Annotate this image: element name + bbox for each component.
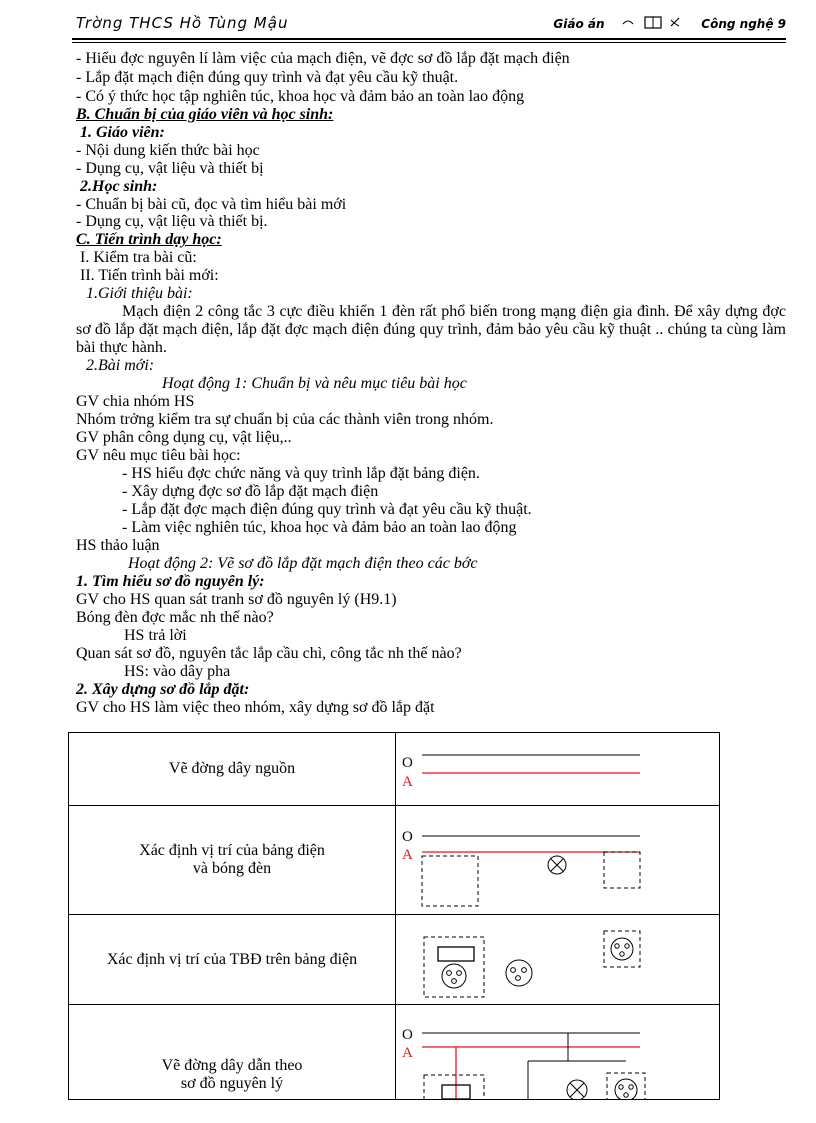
activity-1-title: Hoạt động 1: Chuẩn bị và nêu mục tiêu bài học — [162, 375, 467, 392]
school-name: Trờng THCS Hồ Tùng Mậu — [76, 14, 289, 32]
book-icon — [621, 16, 685, 30]
wire-label-a: A — [402, 774, 413, 790]
goal-2: - Xây dựng đợc sơ đồ lắp đặt mạch điện — [122, 483, 379, 500]
step-2-title: 2. Xây dựng sơ đồ lắp đặt: — [76, 681, 250, 698]
power-lines-diagram — [396, 733, 722, 806]
goal-3: - Lắp đặt đợc mạch điện đúng quy trình và đạt yêu cầu kỹ thuật. — [122, 501, 532, 518]
step-1-line-1: GV cho HS quan sát tranh sơ đồ nguyên lý (H9.1) — [76, 591, 397, 608]
steps-table — [68, 732, 720, 1100]
row-1-figure — [396, 733, 720, 806]
section-b-title: B. Chuẩn bị của giáo viên và học sinh: — [76, 106, 334, 123]
row-4-figure — [396, 1005, 720, 1100]
goal-4: - Làm việc nghiên túc, khoa học và đảm bảo an toàn lao động — [122, 519, 517, 536]
intro-title: 1.Giới thiệu bài: — [86, 285, 193, 302]
objective-1: - Hiểu đợc nguyên lí làm việc của mạch điện, vẽ đợc sơ đồ lắp đặt mạch điện — [76, 50, 570, 67]
subject-name: Công nghệ 9 — [701, 17, 786, 31]
row-1-label — [69, 733, 396, 806]
step-1-line-5: HS: vào dây pha — [124, 663, 231, 680]
student-item-1: - Chuẩn bị bài cũ, đọc và tìm hiểu bài mới — [76, 196, 347, 213]
row-3-figure — [396, 915, 720, 1005]
teacher-item-2: - Dụng cụ, vật liệu và thiết bị — [76, 160, 264, 177]
board-outline — [422, 856, 478, 906]
socket-icon — [442, 964, 466, 988]
section-c-title: C. Tiến trình dạy học: — [76, 231, 222, 248]
header-right — [553, 16, 786, 31]
table-row — [69, 1005, 720, 1100]
activity-1-line-4: GV nêu mục tiêu bài học: — [76, 447, 241, 464]
board-bulb-diagram — [396, 806, 722, 915]
step-1-line-3: HS trả lời — [124, 627, 187, 644]
row-4-text: Vẽ đờng dây dẫn theo sơ đồ nguyên lý — [161, 1057, 303, 1092]
wire-label-a: A — [402, 847, 413, 863]
row-2-text: Xác định vị trí của bảng điện và bóng đèn — [139, 842, 325, 877]
devices-diagram — [396, 915, 722, 1005]
lamp-box-outline — [604, 931, 640, 967]
wire-label-a: A — [402, 1045, 413, 1061]
wiring-diagram — [396, 1005, 722, 1100]
objective-2: - Lắp đặt mạch điện đúng quy trình và đạt yêu cầu kỹ thuật. — [76, 69, 459, 86]
switch-icon — [506, 960, 532, 986]
step-1-line-2: Bóng đèn đợc mắc nh thế nào? — [76, 609, 274, 626]
table-row — [69, 806, 720, 915]
activity-2-title: Hoạt động 2: Vẽ sơ đồ lắp đặt mạch điện theo các bớc — [128, 555, 478, 572]
row-1-text: Vẽ đờng dây nguồn — [168, 760, 296, 777]
switch-icon — [611, 938, 633, 960]
row-2-label — [69, 806, 396, 915]
doc-type: Giáo án — [553, 17, 605, 31]
teacher-item-1: - Nội dung kiến thức bài học — [76, 142, 260, 159]
header-rule — [72, 38, 786, 40]
check-old-lesson: I. Kiểm tra bài cũ: — [80, 249, 197, 266]
row-4-label — [69, 1005, 396, 1100]
table-row — [69, 733, 720, 806]
wire-label-o: O — [402, 829, 413, 845]
lamp-box-outline — [604, 852, 640, 888]
step-2-line: GV cho HS làm việc theo nhóm, xây dựng sơ đồ lắp đặt — [76, 699, 435, 716]
page-header — [72, 8, 786, 38]
teacher-title: 1. Giáo viên: — [80, 124, 165, 141]
header-rule-thin — [72, 42, 786, 43]
new-lesson-title: 2.Bài mới: — [86, 357, 155, 374]
step-1-title: 1. Tìm hiểu sơ đồ nguyên lý: — [76, 573, 265, 590]
objective-3: - Có ý thức học tập nghiên túc, khoa học và đảm bảo an toàn lao động — [76, 88, 525, 105]
goal-1: - HS hiểu đợc chức năng và quy trình lắp đặt bảng điện. — [122, 465, 480, 482]
student-title: 2.Học sinh: — [80, 178, 158, 195]
intro-text: Mạch điện 2 công tắc 3 cực điều khiển 1 đèn rất phổ biến trong mạng điện gia đình. Để xây dựng đợc sơ đồ lắp đặt mạch điện, lắp đặt đợc mạch điện đúng quy trình, đảm bảo yêu cầu kỹ thuật .. chúng ta cùng làm bài thực hành. — [76, 303, 786, 356]
board-outline — [424, 1075, 484, 1100]
activity-1-line-2: Nhóm trởng kiểm tra sự chuẩn bị của các thành viên trong nhóm. — [76, 411, 494, 428]
lamp-box-outline — [607, 1073, 645, 1100]
wire-label-o: O — [402, 1027, 413, 1043]
row-3-text: Xác định vị trí của TBĐ trên bảng điện — [106, 950, 358, 968]
activity-1-line-1: GV chia nhóm HS — [76, 393, 195, 410]
discuss-line: HS thảo luận — [76, 537, 160, 554]
activity-1-line-3: GV phân công dụng cụ, vật liệu,.. — [76, 429, 292, 446]
fuse-icon — [438, 947, 474, 961]
new-lesson-process: II. Tiến trình bài mới: — [80, 267, 219, 284]
row-2-figure — [396, 806, 720, 915]
row-3-label — [69, 915, 396, 1005]
student-item-2: - Dụng cụ, vật liệu và thiết bị. — [76, 213, 268, 230]
step-1-line-4: Quan sát sơ đồ, nguyên tắc lắp cầu chì, công tắc nh thế nào? — [76, 645, 462, 662]
table-row — [69, 915, 720, 1005]
wire-label-o: O — [402, 755, 413, 771]
